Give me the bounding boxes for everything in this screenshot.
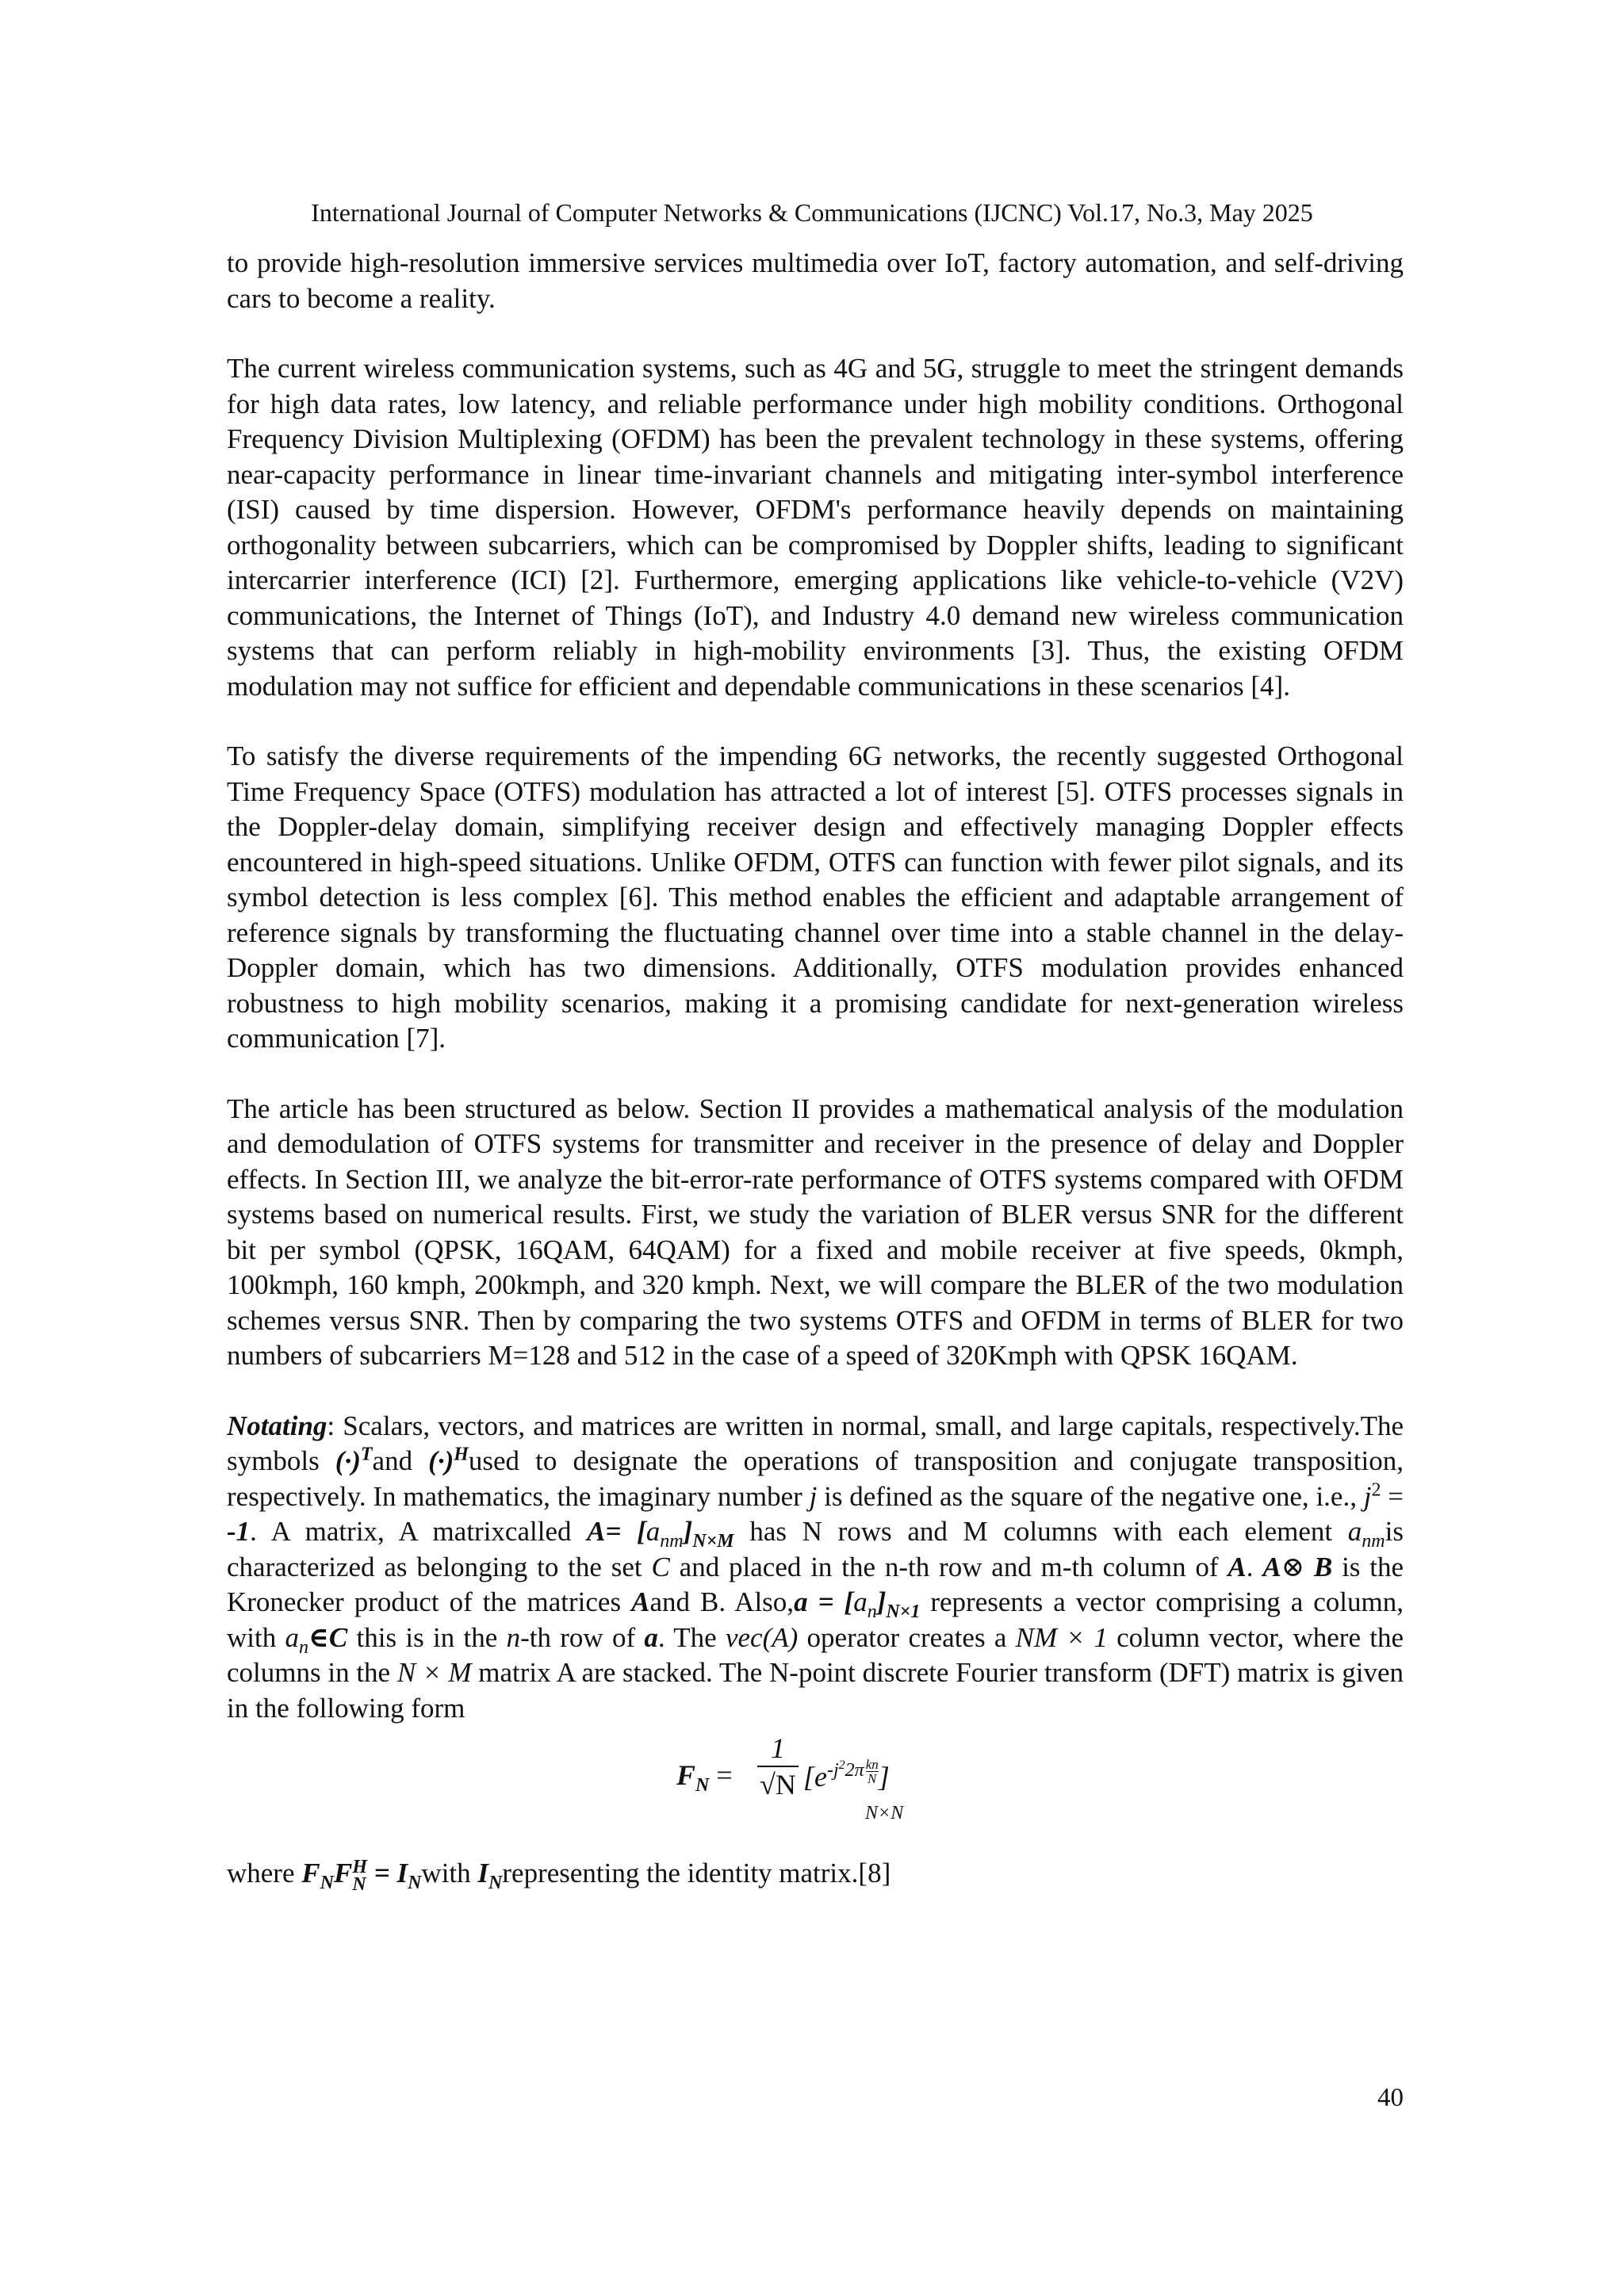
journal-header: International Journal of Computer Networks & Communications (IJCNC) Vol.17, No.3, May 2025 bbox=[311, 198, 1313, 227]
paragraph-otfs-intro: To satisfy the diverse requirements of the impending 6G networks, the recently suggested Orthogonal Time Frequency Space (OTFS) modulation has attracted a lot of interest [5]. OTFS processes signals in the Doppler-delay domain, simplifying receiver design and effectively managing Doppler effects encountered in high-speed situations. Unlike OFDM, OTFS can function with fewer pilot signals, and its symbol detection is less complex [6]. This method enables the efficient and adaptable arrangement of reference signals by transforming the fluctuating channel over time into a stable channel in the delay-Doppler domain, which has two dimensions. Additionally, OTFS modulation provides enhanced robustness to high mobility scenarios, making it a promising candidate for next-generation wireless communication [7]. bbox=[227, 740, 1404, 1054]
equation-lhs: $F_N$ = bbox=[676, 1759, 733, 1797]
page-number: 40 bbox=[1377, 2084, 1404, 2112]
equation-fraction: 1 √N bbox=[754, 1731, 802, 1802]
equation-size: N×N bbox=[865, 1803, 904, 1823]
paragraph-notation: Notating: Scalars, vectors, and matrices are written in normal, small, and large capitals, respectively.The symbols $(\cdot)^Tand$ $(\cdot)^Hused$ to designate the operations of transposition and conjugate transposition, respectively. In mathematics, the imaginary number j is defined as the square of the negative one, i.e., $j^2 = -1$. A matrix, A matrixcalled $A= [a_{nm}]_{N\times M}$ has N rows and M columns with each element $a_{nm}is$ characterized as belonging to the set C and placed in the n-th row and m-th column of A. A⊗ B is the Kronecker product of the matrices Aand B. Also,a = $[a_n]_{N\times 1}$ represents a vector comprising a column, with $a_n\in C$ this is in the n-th row of a. The vec(A) operator creates a NM × 1 column vector, where the columns in the N × M matrix A are stacked. The N-point discrete Fourier transform (DFT) matrix is given in the following form bbox=[227, 1410, 1404, 1724]
paragraph-ofdm-limitations: The current wireless communication systems, such as 4G and 5G, struggle to meet the stringent demands for high data rates, low latency, and reliable performance under high mobility conditions. Orthogonal Frequency Division Multiplexing (OFDM) has been the prevalent technology in these systems, offering near-capacity performance in linear time-invariant channels and mitigating inter-symbol interference (ISI) caused by time dispersion. However, OFDM's performance heavily depends on maintaining orthogonality between subcarriers, which can be compromised by Doppler shifts, leading to significant intercarrier interference (ICI) [2]. Furthermore, emerging applications like vehicle-to-vehicle (V2V) communications, the Internet of Things (IoT), and Industry 4.0 demand new wireless communication systems that can perform reliably in high-mobility environments [3]. Thus, the existing OFDM modulation may not suffice for efficient and dependable communications in these scenarios [4]. bbox=[227, 353, 1404, 702]
paragraph-article-structure: The article has been structured as below. Section II provides a mathematical analysis of the modulation and demodulation of OTFS systems for transmitter and receiver in the presence of delay and Doppler effects. In Section III, we analyze the bit-error-rate performance of OTFS systems compared with OFDM systems based on numerical results. First, we study the variation of BLER versus SNR for the different bit per symbol (QPSK, 16QAM, 64QAM) for a fixed and mobile receiver at five speeds, 0kmph, 100kmph, 160 kmph, 200kmph, and 320 kmph. Next, we will compare the BLER of the two modulation schemes versus SNR. Then by comparing the two systems OTFS and OFDM in terms of BLER for two numbers of subcarriers M=128 and 512 in the case of a speed of 320Kmph with QPSK 16QAM. bbox=[227, 1093, 1404, 1371]
paragraph-identity: where $F_NF$ H N = $I_Nwith$ $I_Nrepresenting$ the identity matrix.[8] bbox=[227, 1856, 891, 1895]
article-body bbox=[227, 246, 1404, 1893]
paragraph-intro-continuation: to provide high-resolution immersive services multimedia over IoT, factory automation, and self-driving cars to become a reality. bbox=[227, 247, 1404, 314]
equation-exponential: [$e^{-j^22\pi \frac{kn}{N}}$ ] bbox=[803, 1757, 890, 1793]
dft-matrix-equation bbox=[227, 1731, 1404, 1824]
